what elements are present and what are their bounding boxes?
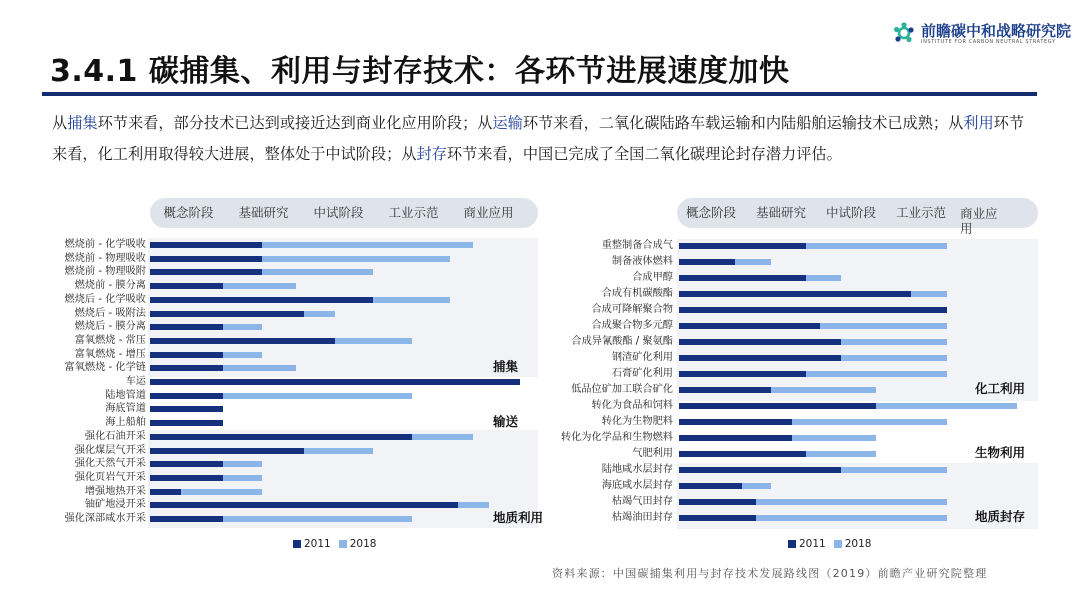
- legend-label: 2018: [349, 538, 377, 550]
- stage-label: 基础研究: [755, 205, 806, 220]
- bar-2011: [679, 323, 820, 329]
- bar-2011: [150, 502, 458, 508]
- category-label: 合成异氰酸酯 / 聚氨酯: [571, 336, 673, 347]
- bar-2011: [150, 365, 223, 371]
- legend-swatch: [788, 540, 796, 548]
- legend-item: [788, 538, 826, 550]
- bar-2011: [679, 307, 947, 313]
- bar-2011: [679, 419, 792, 425]
- category-label: 燃烧后 - 膜分离: [74, 321, 146, 333]
- bar-2011: [679, 387, 771, 393]
- group-label: 输送: [493, 414, 519, 430]
- intro-keyword: 捕集: [67, 114, 98, 132]
- category-label: 合成甲醇: [632, 272, 673, 283]
- category-label: 增强地热开采: [84, 485, 146, 497]
- bar-2011: [679, 435, 792, 441]
- bar-2011: [679, 499, 756, 505]
- bar-2011: [679, 467, 841, 473]
- intro-text: 环节来看，二氧化碳陆路车载运输和内陆船舶运输技术已成熟；从: [522, 114, 964, 132]
- category-label: 转化为生物肥料: [601, 416, 673, 427]
- group-label: 捕集: [493, 359, 519, 375]
- chart-legend: [293, 538, 384, 550]
- bar-2011: [150, 448, 304, 454]
- stage-label: 工业示范: [388, 205, 439, 220]
- logo-name: 前瞻碳中和战略研究院: [921, 22, 1072, 40]
- stage-label: 概念阶段: [685, 205, 736, 220]
- bar-2011: [679, 515, 756, 521]
- intro-text: 从: [52, 114, 68, 132]
- bar-2011: [150, 324, 223, 330]
- bar-2011: [150, 475, 223, 481]
- bar-2011: [679, 339, 841, 345]
- stage-label: 中试阶段: [825, 205, 876, 220]
- bar-2011: [150, 269, 262, 275]
- category-label: 重整制备合成气: [601, 240, 673, 251]
- capture-transport-chart: [50, 198, 544, 558]
- category-label: 强化页岩气开采: [74, 471, 146, 483]
- intro-text: 环节来看，部分技术已达到或接近达到商业化应用阶段；从: [97, 114, 493, 132]
- legend-item: [834, 538, 872, 550]
- stage-label: 商业应用: [960, 206, 998, 236]
- stage-label: 商业应用: [463, 205, 514, 220]
- category-label: 燃烧前 - 物理吸收: [64, 252, 146, 264]
- source-note: 资料来源：中国碳捕集利用与封存技术发展路线图（2019）前瞻产业研究院整理: [552, 567, 988, 580]
- category-label: 低品位矿加工联合矿化: [571, 384, 673, 395]
- utilization-storage-chart: [540, 198, 1040, 558]
- intro-text: 环节来看，中国已完成了全国二氧化碳理论封存潜力评估。: [446, 145, 842, 163]
- category-label: 陆地管道: [105, 389, 146, 401]
- bar-2011: [150, 434, 412, 440]
- legend-swatch: [293, 540, 301, 548]
- stage-label: 工业示范: [895, 205, 946, 220]
- stage-label: 基础研究: [238, 205, 289, 220]
- bar-2011: [150, 420, 223, 426]
- group-label: 化工利用: [975, 381, 1026, 396]
- category-label: 燃烧前 - 化学吸收: [64, 239, 146, 250]
- category-label: 燃烧前 - 物理吸附: [64, 266, 146, 278]
- category-label: 强化煤层气开采: [74, 444, 146, 456]
- legend-label: 2011: [799, 538, 826, 550]
- bar-2011: [150, 393, 223, 399]
- page-title: 3.4.1 碳捕集、利用与封存技术：各环节进展速度加快: [50, 54, 790, 89]
- category-label: 合成有机碳酸酯: [601, 288, 673, 299]
- category-label: 陆地咸水层封存: [601, 464, 673, 475]
- intro-text: 环节来看，化工利用取得较大进展，整体处于中试阶段；从: [52, 114, 1024, 163]
- category-label: 枯竭油田封存: [611, 512, 673, 523]
- category-label: 钢渣矿化利用: [611, 352, 673, 363]
- bar-2011: [679, 483, 742, 489]
- bar-2011: [679, 355, 841, 361]
- bar-2011: [150, 352, 223, 358]
- category-label: 车运: [125, 376, 146, 387]
- bar-2011: [679, 275, 806, 281]
- intro-keyword: 利用: [963, 114, 994, 132]
- category-label: 海底咸水层封存: [601, 480, 673, 491]
- legend-swatch: [834, 540, 842, 548]
- logo-subtitle: INSTITUTE FOR CARBON NEUTRAL STRATEGY: [921, 39, 1056, 45]
- intro-keyword: 运输: [492, 114, 523, 132]
- bar-2011: [679, 243, 806, 249]
- category-label: 燃烧前 - 膜分离: [74, 280, 146, 292]
- bar-2011: [150, 311, 304, 317]
- category-label: 铀矿地浸开采: [84, 499, 146, 511]
- category-label: 富氧燃烧 - 增压: [74, 348, 146, 360]
- bar-2011: [679, 291, 911, 297]
- group-label: 生物利用: [975, 445, 1026, 460]
- bar-2011: [150, 406, 223, 412]
- legend-swatch: [339, 540, 347, 548]
- intro-paragraph: [52, 108, 1037, 170]
- category-label: 石膏矿化利用: [611, 368, 673, 379]
- category-label: 转化为食品和饲料: [591, 400, 673, 411]
- category-label: 海底管道: [105, 403, 146, 415]
- legend-item: [293, 538, 331, 550]
- bar-2011: [150, 338, 335, 344]
- stage-label: 概念阶段: [163, 205, 214, 220]
- bar-2011: [150, 516, 223, 522]
- category-label: 气肥利用: [632, 448, 673, 459]
- group-label: 地质利用: [493, 510, 544, 525]
- bar-2011: [150, 242, 262, 248]
- legend-label: 2011: [304, 538, 331, 550]
- category-label: 制备液体燃料: [611, 256, 673, 267]
- stage-label: 中试阶段: [313, 205, 364, 220]
- category-label: 强化天然气开采: [74, 458, 146, 470]
- bar-2011: [150, 283, 223, 289]
- category-label: 富氧燃烧 - 常压: [74, 334, 146, 346]
- title-rule: [42, 92, 1037, 96]
- intro-keyword: 封存: [416, 145, 447, 163]
- bar-2011: [679, 451, 806, 457]
- category-label: 强化深部咸水开采: [64, 513, 146, 524]
- category-label: 合成聚合物多元醇: [591, 320, 673, 331]
- category-label: 海上船舶: [105, 417, 146, 429]
- category-label: 枯竭气田封存: [611, 496, 673, 507]
- bar-2011: [150, 256, 262, 262]
- category-label: 强化石油开采: [84, 430, 146, 442]
- legend-label: 2018: [844, 538, 872, 550]
- bar-2011: [679, 259, 735, 265]
- logo-mark-icon: [893, 22, 915, 44]
- chart-legend: [788, 538, 879, 550]
- bar-2011: [150, 461, 223, 467]
- category-label: 富氧燃烧 - 化学链: [64, 362, 146, 374]
- bar-2011: [679, 371, 806, 377]
- category-label: 燃烧后 - 化学吸收: [64, 293, 146, 305]
- group-label: 地质封存: [975, 509, 1026, 524]
- bar-2011: [150, 297, 373, 303]
- bar-2011: [150, 379, 520, 385]
- bar-2011: [679, 403, 876, 409]
- bar-2011: [150, 489, 181, 495]
- legend-item: [339, 538, 377, 550]
- category-label: 合成可降解聚合物: [591, 304, 673, 315]
- category-label: 燃烧后 - 吸附法: [74, 307, 146, 319]
- institute-logo: [893, 20, 1072, 50]
- category-label: 转化为化学品和生物燃料: [560, 432, 673, 443]
